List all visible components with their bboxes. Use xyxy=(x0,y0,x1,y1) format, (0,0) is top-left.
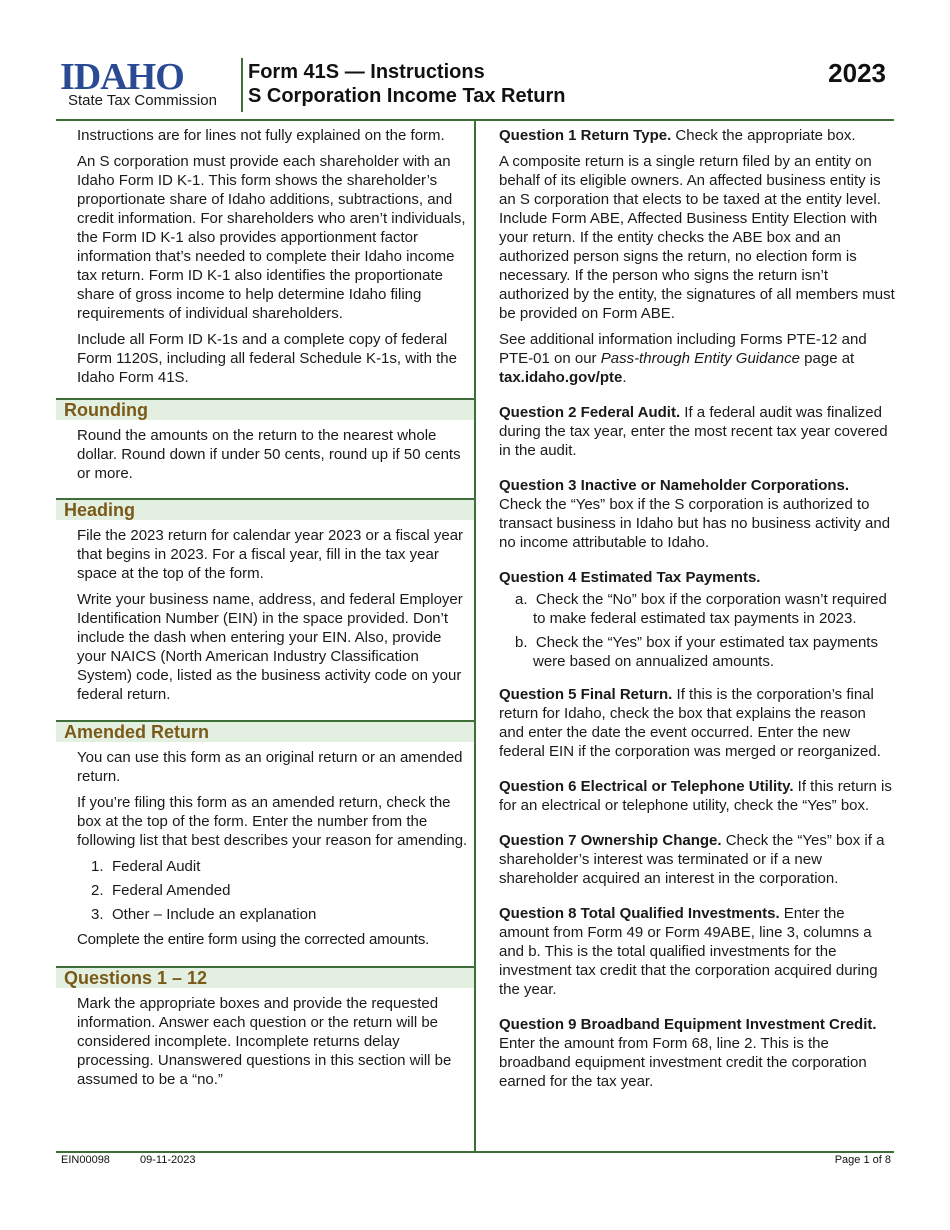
question-lead: Question 6 Electrical or Telephone Utility. xyxy=(499,778,794,795)
section-heading xyxy=(56,720,474,742)
tax-year: 2023 xyxy=(828,58,886,88)
question-lead: Question 3 Inactive or Nameholder Corporations. xyxy=(499,477,850,494)
question-lead: Question 1 Return Type. xyxy=(499,127,672,144)
amended-paragraph: If you’re filing this form as an amended return, check the box at the top of the form. Enter the number from the following list that best describes your reason for amending. xyxy=(77,794,468,849)
list-item xyxy=(56,905,474,924)
section-heading-text: Rounding xyxy=(64,400,148,420)
section-rounding xyxy=(56,398,474,483)
question-text: Check the “Yes” box if the S corporation is authorized to transact business in Idaho but has no business activity and no income attributable to Idaho. xyxy=(499,496,891,551)
question-lead: Question 4 Estimated Tax Payments. xyxy=(499,569,761,586)
question-text: Enter the amount from Form 68, line 2. This is the broadband equipment investment credit the corporation earned for the tax year. xyxy=(499,1035,867,1090)
page-number: Page 1 of 8 xyxy=(834,1154,891,1166)
list-number: 2. xyxy=(91,882,104,899)
title-line-2: S Corporation Income Tax Return xyxy=(248,85,566,107)
question-5 xyxy=(499,685,895,761)
section-heading-text: Amended Return xyxy=(64,722,210,742)
list-text: Federal Amended xyxy=(112,882,231,899)
section-heading xyxy=(56,498,474,520)
section-heading-text: Questions 1 – 12 xyxy=(64,968,208,988)
form-title xyxy=(248,60,565,108)
footer-rule xyxy=(56,1151,894,1153)
question-8 xyxy=(499,904,895,999)
list-number: 1. xyxy=(91,858,104,875)
section-heading-info xyxy=(56,498,474,704)
intro-paragraph: Instructions are for lines not fully explained on the form. xyxy=(77,127,445,144)
form-code: EIN00098 xyxy=(61,1154,110,1166)
question-3 xyxy=(499,476,895,552)
question-1-pte xyxy=(499,330,895,387)
logo-subtitle: State Tax Commission xyxy=(68,92,217,109)
list-item xyxy=(499,633,895,671)
list-text: Other – Include an explanation xyxy=(112,906,317,923)
right-column xyxy=(499,126,895,1107)
question-2 xyxy=(499,403,895,460)
pte-text: page at xyxy=(800,350,855,367)
revision-date: 09-11-2023 xyxy=(140,1154,196,1166)
question-text: If this return is for an electrical or telephone utility, check the “Yes” box. xyxy=(499,778,892,814)
question-text: If a federal audit was finalized during the tax year, enter the most recent tax year covered in the audit. xyxy=(499,404,888,459)
heading-paragraph: Write your business name, address, and federal Employer Identification Number (EIN) in the space provided. Don’t include the dash when entering your EIN. Also, provide your NAICS (North American Industry Classification System) code, listed as the business activity code on your federal return. xyxy=(77,591,463,703)
question-4 xyxy=(499,568,895,587)
question-1 xyxy=(499,126,895,145)
question-7 xyxy=(499,831,895,888)
pte-link[interactable]: tax.idaho.gov/pte xyxy=(499,369,623,386)
pte-guidance-title: Pass-through Entity Guidance xyxy=(600,350,800,367)
question-1-composite: A composite return is a single return filed by an entity on behalf of its eligible owners. An affected business entity is an S corporation that elects to be taxed at the entity level. Include Form ABE, Affected Business Entity Election with your return. If the entity checks the ABE box and an authorized person signs the return, no election form is necessary. If the person who signs the return isn’t authorized by the entity, the signatures of all members must be provided on Form ABE. xyxy=(499,153,895,322)
list-text: Check the “No” box if the corporation wasn’t required to make federal estimated tax payments in 2023. xyxy=(533,591,887,627)
list-item xyxy=(499,590,895,628)
question-text: Check the appropriate box. xyxy=(671,127,856,144)
question-4-list xyxy=(499,590,895,671)
title-line-1: Form 41S — Instructions xyxy=(248,61,485,83)
questions-text: Mark the appropriate boxes and provide the requested information. Answer each question or the return will be considered incomplete. Incomplete returns delay processing. Unanswered questions in this section will be assumed to be a “no.” xyxy=(77,995,452,1088)
section-questions xyxy=(56,966,474,1089)
list-letter: a. xyxy=(515,591,528,608)
question-9 xyxy=(499,1015,895,1091)
section-amended-return xyxy=(56,720,474,949)
header xyxy=(56,56,894,120)
intro-paragraph: Include all Form ID K-1s and a complete copy of federal Form 1120S, including all federal Schedule K-1s, with the Idaho Form 41S. xyxy=(77,331,457,386)
heading-paragraph: File the 2023 return for calendar year 2023 or a fiscal year that begins in 2023. For a fiscal year, fill in the tax year space at the top of the form. xyxy=(77,527,464,582)
amend-reason-list xyxy=(56,857,474,924)
header-divider xyxy=(241,58,243,112)
list-text: Federal Audit xyxy=(112,858,201,875)
question-lead: Question 5 Final Return. xyxy=(499,686,673,703)
amended-paragraph: Complete the entire form using the corrected amounts. xyxy=(77,931,430,948)
question-text: If this is the corporation’s final return for Idaho, check the box that explains the reason and enter the date the event occurred. Enter the new federal EIN if the corporation was merged or reorganized. xyxy=(499,686,881,760)
idaho-logo xyxy=(60,58,238,114)
logo-wordmark: IDAHO xyxy=(60,56,184,98)
question-6 xyxy=(499,777,895,815)
intro-paragraph: An S corporation must provide each shareholder with an Idaho Form ID K-1. This form shows the shareholder’s proportionate share of Idaho additions, subtractions, and credit information. For shareholders who aren’t individuals, the Form ID K-1 also provides apportionment factor information that’s needed to complete their Idaho income tax return. Form ID K-1 also identifies the proportionate share of gross income to help determine Idaho filing requirements of individual shareholders. xyxy=(77,153,466,322)
list-letter: b. xyxy=(515,634,528,651)
question-text: Enter the amount from Form 49 or Form 49ABE, line 3, columns a and b. This is the total qualified investments for the investment tax credit that the corporation acquired during the year. xyxy=(499,905,878,998)
question-text: Check the “Yes” box if a shareholder’s interest was terminated or if a new shareholder acquired an interest in the corporation. xyxy=(499,832,885,887)
section-heading-text: Heading xyxy=(64,500,136,520)
question-lead: Question 7 Ownership Change. xyxy=(499,832,722,849)
section-heading xyxy=(56,398,474,420)
list-number: 3. xyxy=(91,906,104,923)
question-lead: Question 9 Broadband Equipment Investment Credit. xyxy=(499,1016,877,1033)
rounding-text: Round the amounts on the return to the nearest whole dollar. Round down if under 50 cents, round up if 50 cents or more. xyxy=(77,427,461,482)
list-item xyxy=(56,881,474,900)
amended-paragraph: You can use this form as an original return or an amended return. xyxy=(77,749,463,785)
left-column xyxy=(56,126,474,1096)
column-divider xyxy=(474,120,476,1152)
list-text: Check the “Yes” box if your estimated tax payments were based on annualized amounts. xyxy=(533,634,878,670)
question-lead: Question 8 Total Qualified Investments. xyxy=(499,905,780,922)
list-item xyxy=(56,857,474,876)
section-heading xyxy=(56,966,474,988)
pte-text: . xyxy=(622,369,627,386)
question-lead: Question 2 Federal Audit. xyxy=(499,404,681,421)
pte-text: See additional information including Forms PTE-12 and PTE-01 on our xyxy=(499,331,867,367)
